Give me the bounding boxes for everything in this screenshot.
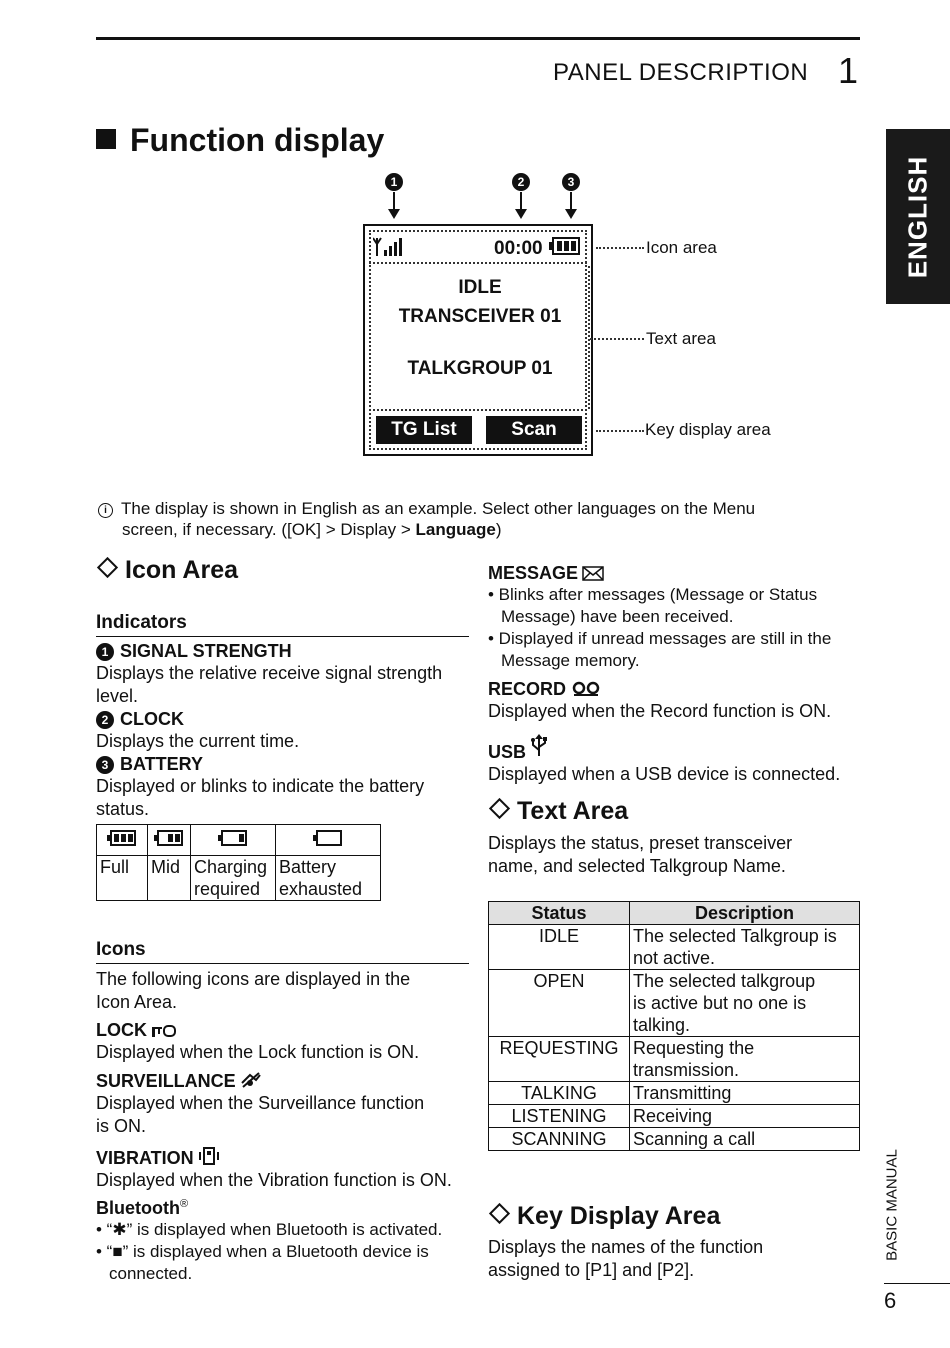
page-number: 6 xyxy=(884,1288,897,1313)
battery-mid-label: Mid xyxy=(148,856,191,901)
icons-rule xyxy=(96,963,469,964)
indicator-signal xyxy=(96,641,476,708)
status-cell: LISTENING xyxy=(489,1105,630,1128)
battery-exhausted-label: Battery exhausted xyxy=(276,856,381,901)
square-bullet-icon xyxy=(96,129,116,149)
description-cell: Receiving xyxy=(630,1105,860,1128)
manual-label xyxy=(878,1140,906,1270)
text-area-leader xyxy=(590,338,644,340)
description-cell: Requesting the transmission. xyxy=(630,1037,860,1082)
record-icon xyxy=(570,681,602,697)
indicators-rule xyxy=(96,636,469,637)
badge-3: 3 xyxy=(562,173,580,191)
bluetooth-label: Bluetooth xyxy=(96,1198,180,1218)
message-bullet-1-cont: Message) have been received. xyxy=(501,607,734,626)
signal-strength-icon xyxy=(373,236,409,258)
battery-full-cell xyxy=(97,825,148,856)
text-area-desc-1: Displays the status, preset transceiver xyxy=(488,833,793,853)
table-row xyxy=(489,1128,860,1151)
icons-intro xyxy=(96,968,476,1014)
diamond-icon xyxy=(489,1203,510,1224)
bluetooth-entry xyxy=(96,1198,476,1285)
note-line-2: screen, if necessary. ([OK] > Display > xyxy=(122,520,416,539)
vibration-entry xyxy=(96,1146,476,1192)
icon-area-leader xyxy=(596,247,644,249)
callout-key-display-area: Key display area xyxy=(645,420,771,439)
icons-intro-2: Icon Area. xyxy=(96,992,178,1012)
num-3-icon: 3 xyxy=(96,756,114,774)
top-rule xyxy=(96,37,860,40)
lock-entry xyxy=(96,1020,476,1064)
battery-desc-1: Displayed or blinks to indicate the battery xyxy=(96,776,425,796)
lcd-talkgroup-text: TALKGROUP 01 xyxy=(407,358,553,379)
language-tab-label: ENGLISH xyxy=(902,155,933,278)
page-title-text: Function display xyxy=(130,122,385,158)
num-2-icon: 2 xyxy=(96,711,114,729)
vibration-desc: Displayed when the Vibration function is ON. xyxy=(96,1170,452,1190)
usb-entry xyxy=(488,734,868,786)
key-display-area-heading xyxy=(488,1202,720,1231)
bluetooth-bullet-2: • “■” is displayed when a Bluetooth device is xyxy=(96,1242,429,1261)
usb-icon xyxy=(530,734,548,758)
arrow-1-head-icon xyxy=(388,209,400,219)
lcd-key-separator xyxy=(369,409,587,411)
description-header: Description xyxy=(630,902,860,925)
lcd-icon-separator xyxy=(369,262,587,264)
status-cell: SCANNING xyxy=(489,1128,630,1151)
description-cell: Transmitting xyxy=(630,1082,860,1105)
registered-mark: ® xyxy=(179,1198,189,1210)
battery-charging-cell xyxy=(191,825,276,856)
surveillance-desc-1: Displayed when the Surveillance function xyxy=(96,1093,425,1113)
section-title: PANEL DESCRIPTION xyxy=(553,59,809,86)
status-table xyxy=(488,901,860,1151)
surveillance-desc-2: is ON. xyxy=(96,1116,147,1136)
bluetooth-bullet-1: • “✱” is displayed when Bluetooth is activated. xyxy=(96,1220,443,1239)
signal-label: SIGNAL STRENGTH xyxy=(120,641,292,661)
text-area-desc-2: name, and selected Talkgroup Name. xyxy=(488,856,786,876)
text-area-desc xyxy=(488,832,868,878)
language-note xyxy=(98,498,838,540)
num-1-icon: 1 xyxy=(96,643,114,661)
status-cell: TALKING xyxy=(489,1082,630,1105)
status-cell: OPEN xyxy=(489,970,630,1037)
icons-intro-1: The following icons are displayed in the xyxy=(96,969,411,989)
table-row xyxy=(489,925,860,970)
text-area-heading-text: Text Area xyxy=(517,797,629,825)
usb-desc: Displayed when a USB device is connected. xyxy=(488,764,841,784)
lcd-key-tg-list: TG List xyxy=(376,416,472,444)
usb-label: USB xyxy=(488,742,527,762)
message-label: MESSAGE xyxy=(488,563,579,583)
battery-mid-cell xyxy=(148,825,191,856)
message-bullet-1: • Blinks after messages (Message or Status xyxy=(488,585,818,604)
key-area-desc-1: Displays the names of the function xyxy=(488,1237,764,1257)
battery-empty-cell xyxy=(276,825,381,856)
clock-label: CLOCK xyxy=(120,709,184,729)
table-row xyxy=(489,970,860,1037)
diamond-icon xyxy=(97,557,118,578)
table-row xyxy=(489,1105,860,1128)
battery-full-icon xyxy=(549,237,581,255)
description-cell: Scanning a call xyxy=(630,1128,860,1151)
record-desc: Displayed when the Record function is ON. xyxy=(488,701,832,721)
indicator-battery xyxy=(96,754,476,821)
status-cell: IDLE xyxy=(489,925,630,970)
battery-mid-icon xyxy=(154,830,184,846)
note-line-1: The display is shown in English as an example. Select other languages on the Menu xyxy=(121,499,756,518)
lcd-clock: 00:00 xyxy=(494,238,543,259)
language-tab xyxy=(886,129,950,304)
note-language-bold: Language xyxy=(415,520,496,539)
message-entry xyxy=(488,563,868,672)
battery-table xyxy=(96,824,381,901)
arrow-3-line xyxy=(570,192,572,210)
lock-desc: Displayed when the Lock function is ON. xyxy=(96,1042,420,1062)
callout-icon-area: Icon area xyxy=(646,238,717,257)
description-cell: The selected Talkgroup is not active. xyxy=(630,925,860,970)
page-number-rule xyxy=(884,1283,950,1284)
arrow-3-head-icon xyxy=(565,209,577,219)
surveillance-icon xyxy=(240,1071,262,1089)
icon-area-heading-text: Icon Area xyxy=(125,556,239,584)
battery-full-icon xyxy=(107,830,137,846)
message-bullet-2-cont: Message memory. xyxy=(501,651,640,670)
info-icon: i xyxy=(98,503,113,518)
arrow-1-line xyxy=(393,192,395,210)
record-label: RECORD xyxy=(488,679,567,699)
note-line-2-end: ) xyxy=(495,520,502,539)
icons-heading: Icons xyxy=(96,939,146,960)
text-area-heading xyxy=(488,797,628,826)
key-display-area-desc xyxy=(488,1236,868,1282)
arrow-2-head-icon xyxy=(515,209,527,219)
signal-desc-1: Displays the relative receive signal strength xyxy=(96,663,443,683)
lcd-status-text: IDLE xyxy=(458,277,502,298)
lcd-key-scan: Scan xyxy=(486,416,582,444)
manual-label-text: BASIC MANUAL xyxy=(883,1149,901,1261)
battery-empty-icon xyxy=(313,830,343,846)
battery-low-icon xyxy=(218,830,248,846)
vibration-label: VIBRATION xyxy=(96,1148,194,1168)
lcd-transceiver-text: TRANSCEIVER 01 xyxy=(398,306,562,327)
battery-full-label: Full xyxy=(97,856,148,901)
bluetooth-bullet-2-cont: connected. xyxy=(109,1264,193,1283)
battery-charging-label: Charging required xyxy=(191,856,276,901)
vibration-icon xyxy=(198,1146,220,1166)
description-cell: The selected talkgroup is active but no one is talking. xyxy=(630,970,860,1037)
key-area-desc-2: assigned to [P1] and [P2]. xyxy=(488,1260,695,1280)
table-row xyxy=(489,1082,860,1105)
table-row xyxy=(489,1037,860,1082)
indicator-clock xyxy=(96,709,476,753)
signal-desc-2: level. xyxy=(96,686,139,706)
battery-label: BATTERY xyxy=(120,754,203,774)
status-cell: REQUESTING xyxy=(489,1037,630,1082)
page-title xyxy=(96,122,384,159)
diamond-icon xyxy=(489,798,510,819)
badge-1: 1 xyxy=(385,173,403,191)
badge-2: 2 xyxy=(512,173,530,191)
arrow-2-line xyxy=(520,192,522,210)
callout-text-area: Text area xyxy=(646,329,716,348)
envelope-icon xyxy=(582,565,604,581)
key-area-leader xyxy=(596,430,644,432)
clock-desc: Displays the current time. xyxy=(96,731,300,751)
lock-label: LOCK xyxy=(96,1020,147,1040)
key-display-area-heading-text: Key Display Area xyxy=(517,1202,721,1230)
message-bullet-2: • Displayed if unread messages are still in the xyxy=(488,629,832,648)
record-entry xyxy=(488,679,868,723)
icon-area-heading xyxy=(96,556,238,585)
surveillance-entry xyxy=(96,1071,476,1138)
indicators-heading: Indicators xyxy=(96,612,187,633)
lock-icon xyxy=(151,1024,177,1038)
battery-desc-2: status. xyxy=(96,799,150,819)
surveillance-label: SURVEILLANCE xyxy=(96,1071,236,1091)
status-header: Status xyxy=(489,902,630,925)
chapter-number: 1 xyxy=(838,50,859,91)
